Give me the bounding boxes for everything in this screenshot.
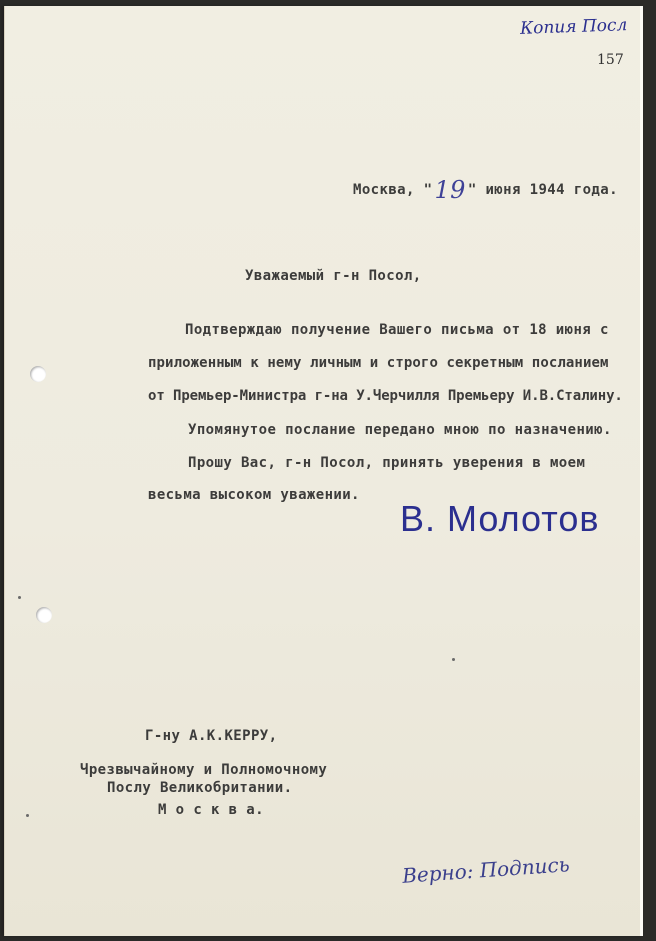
body-line: Прошу Вас, г-н Посол, принять уверения в моем xyxy=(188,455,586,471)
punch-hole xyxy=(30,366,46,382)
paper-speck xyxy=(18,596,21,599)
addressee-title: Чрезвычайному и Полномочному xyxy=(80,762,328,778)
verification-note: Верно: Подпись xyxy=(401,852,571,888)
addressee-title: Послу Великобритании. xyxy=(107,780,293,796)
handwritten-day: 19 xyxy=(434,176,466,204)
handwritten-folio-number: 157 xyxy=(597,52,624,68)
salutation: Уважаемый г-н Посол, xyxy=(245,268,422,284)
date-place: Москва, " xyxy=(353,182,433,198)
document-page xyxy=(4,6,643,936)
addressee-name: Г-ну А.К.КЕРРУ, xyxy=(145,728,278,744)
body-line: Упомянутое послание передано мною по назначению. xyxy=(188,422,612,438)
paper-speck xyxy=(452,658,455,661)
body-line: от Премьер-Министра г-на У.Черчилля Премьеру И.В.Сталину. xyxy=(148,388,623,404)
addressee-city: М о с к в а. xyxy=(158,802,264,818)
paper-speck xyxy=(26,814,29,817)
punch-hole xyxy=(36,607,52,623)
body-line: Подтверждаю получение Вашего письма от 18 июня с xyxy=(185,322,609,338)
body-line: приложенным к нему личным и строго секретным посланием xyxy=(148,355,609,371)
body-line: весьма высоком уважении. xyxy=(148,487,360,503)
date-month-year: " июня 1944 года. xyxy=(467,182,618,198)
signature: В. Молотов xyxy=(400,498,600,539)
date-line xyxy=(353,172,618,204)
handwritten-copy-note: Копия Посл xyxy=(519,15,628,39)
